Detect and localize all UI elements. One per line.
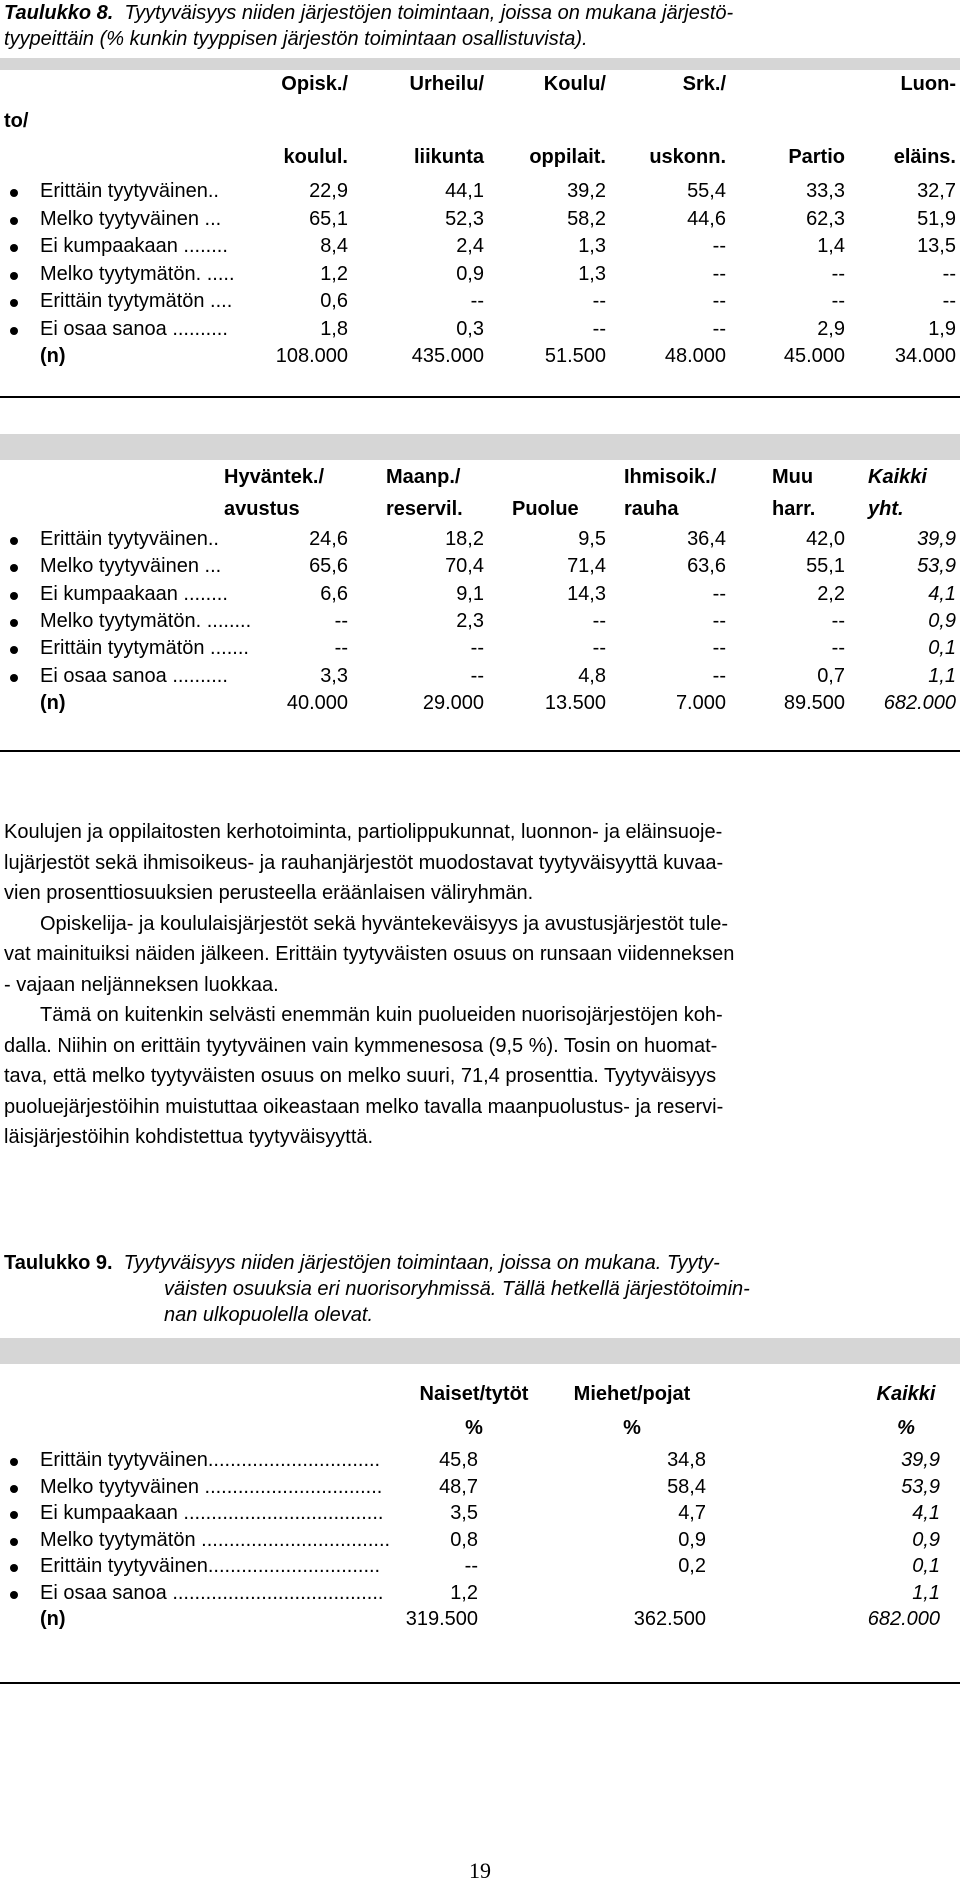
t8-p1-cell: 8,4 <box>320 235 348 257</box>
t8-p1-cell: 32,7 <box>917 180 956 202</box>
t8-p2-cell: 0,1 <box>928 637 956 660</box>
t9-cell: 1,1 <box>912 1581 940 1604</box>
t8-p1-cell: 2,9 <box>817 317 845 340</box>
t8-p2-cell: 14,3 <box>567 582 606 605</box>
t9-col-header-unit: % <box>465 1417 483 1439</box>
t8-p2-col-header: yht. <box>868 498 904 520</box>
t9-n-cell: 319.500 <box>405 1608 478 1630</box>
t8-p2-col-header: harr. <box>772 498 816 520</box>
t8-p1-cell: -- <box>942 290 956 312</box>
t8-p1-n-cell: 51.500 <box>544 345 606 367</box>
t9-col-header: Miehet/pojat <box>573 1383 691 1405</box>
t8-p1-col-header: uskonn. <box>649 146 726 168</box>
t8-p1-cell: 1,2 <box>320 262 348 285</box>
bullet-icon <box>10 217 18 225</box>
t8-p1-row-label: Melko tyytymätön. ..... <box>40 262 235 285</box>
t8-p1-col-header: liikunta <box>413 146 484 168</box>
t9-col-header-unit: % <box>897 1417 915 1439</box>
t8-p1-to-label: to/ <box>4 110 29 132</box>
body-p1-line: Koulujen ja oppilaitosten kerhotoiminta, partiolippukunnat, luonnon- ja eläinsuoje- <box>4 821 723 843</box>
t8-p2-cell: 4,1 <box>928 582 956 605</box>
bullet-icon <box>10 272 18 280</box>
t8-p2-row-label: Melko tyytyväinen ... <box>40 555 222 578</box>
t8-p1-cell: -- <box>470 290 484 312</box>
t8-p1-col-header: Koulu/ <box>543 73 606 95</box>
t9-cell: 58,4 <box>667 1475 706 1498</box>
t8-p2-col-header: avustus <box>224 498 300 520</box>
t8-p1-col-header: Srk./ <box>682 73 726 95</box>
body-p3-line: puoluejärjestöihin muistuttaa oikeastaan melko tavalla maanpuolustus- ja reservi- <box>4 1095 724 1118</box>
bullet-icon <box>10 646 18 654</box>
t8-p2-cell: -- <box>831 637 845 660</box>
body-p3-line: läisjärjestöihin kohdistettua tyytyväisyyttä. <box>4 1126 374 1148</box>
body-p2-line: vat mainituiksi näiden jälkeen. Erittäin tyytyväisten osuus on runsaan viidenneksen <box>4 943 735 965</box>
t8-p2-cell: 4,8 <box>578 664 606 687</box>
t8-p2-cell: -- <box>334 609 348 632</box>
t8-p1-cell: -- <box>831 262 845 285</box>
t8-p2-n-cell: 29.000 <box>422 691 484 714</box>
bullet-icon <box>10 327 18 335</box>
t8-p2-row-label: Erittäin tyytymätön ....... <box>40 637 249 660</box>
t8-p2-cell: 65,6 <box>309 555 348 578</box>
t8-p1-cell: 0,9 <box>456 262 484 285</box>
t9-cell: -- <box>464 1555 478 1577</box>
t9-n-cell: 362.500 <box>633 1608 706 1630</box>
t8-p2-cell: 3,3 <box>320 664 348 687</box>
t8-p2-cell: 55,1 <box>806 555 845 578</box>
t8-p1-n-cell: 108.000 <box>275 345 348 367</box>
t9-row-label: Ei kumpaakaan .................................... <box>40 1502 384 1524</box>
t8-p2-n-cell: 40.000 <box>286 691 348 714</box>
t8-p1-cell: 0,3 <box>456 317 484 340</box>
t9-cell: 39,9 <box>901 1449 940 1471</box>
t8-p2-cell: 63,6 <box>687 555 726 578</box>
t8-p1-cell: 55,4 <box>687 180 726 202</box>
t8-p1-row-label: Melko tyytyväinen ... <box>40 207 222 230</box>
t8-p2-col-header: Muu <box>772 466 814 488</box>
t9-row-label: Ei osaa sanoa ...................................... <box>40 1581 384 1604</box>
t9-title-line3: nan ulkopuolella olevat. <box>164 1304 374 1326</box>
t8-p1-cell: -- <box>712 235 726 257</box>
t8-p2-cell: 18,2 <box>445 528 484 550</box>
t8-p2-cell: 39,9 <box>917 528 956 550</box>
t8-p2-n-cell: 7.000 <box>675 691 726 714</box>
t8-p2-cell: 71,4 <box>567 555 606 578</box>
t8-p2-row-label: Melko tyytymätön. ........ <box>40 609 252 632</box>
bullet-icon <box>10 1511 18 1519</box>
t8-p1-row-label: Erittäin tyytyväinen.. <box>40 180 219 202</box>
t8-p1-cell: 1,9 <box>928 317 956 340</box>
t8-p2-cell: 70,4 <box>445 555 484 578</box>
t9-title-number: Taulukko 9. <box>4 1252 113 1274</box>
t9-cell: 0,1 <box>912 1555 940 1577</box>
t8-p2-col-header: rauha <box>624 498 679 520</box>
t9-cell: 45,8 <box>439 1449 478 1471</box>
t8-p2-cell: -- <box>712 609 726 632</box>
t8-p1-cell: -- <box>942 262 956 285</box>
t8-p2-n-cell: 89.500 <box>783 691 845 714</box>
t8-p2-row-label: Ei kumpaakaan ........ <box>40 582 228 605</box>
t8-p2-row-label: Erittäin tyytyväinen.. <box>40 528 219 550</box>
t8-p2-cell: 42,0 <box>806 528 845 550</box>
t8-p1-cell: 1,3 <box>578 235 606 257</box>
t8-p2-cell: -- <box>712 637 726 660</box>
body-p2-line: Opiskelija- ja koululaisjärjestöt sekä hyväntekeväisyys ja avustusjärjestöt tule- <box>40 912 729 935</box>
bullet-icon <box>10 1591 18 1599</box>
t9-col-header-unit: % <box>623 1417 641 1439</box>
body-p1-line: vien prosenttiosuuksien perusteella eräänlaisen väliryhmän. <box>4 882 534 904</box>
bullet-icon <box>10 592 18 600</box>
bullet-icon <box>10 189 18 197</box>
t9-cell: 4,7 <box>678 1502 706 1524</box>
t9-cell: 0,9 <box>678 1528 706 1551</box>
t8-p2-cell: 2,2 <box>817 582 845 605</box>
t8-p2-cell: 0,9 <box>928 609 956 632</box>
t8-p1-cell: 58,2 <box>567 207 606 230</box>
t8-p2-col-header: Puolue <box>512 498 579 520</box>
t8-p2-cell: -- <box>592 637 606 660</box>
t8-p1-cell: -- <box>712 290 726 312</box>
body-p1-line: lujärjestöt sekä ihmisoikeus- ja rauhanjärjestöt muodostavat tyytyväisyyttä kuvaa- <box>4 851 724 874</box>
t8-p2-cell: -- <box>712 664 726 687</box>
t8-p2-col-header: reservil. <box>386 498 463 520</box>
t8-p1-col-header: koulul. <box>283 146 348 168</box>
t8-title-line2: tyypeittäin (% kunkin tyyppisen järjestön toimintaan osallistuvista). <box>4 28 588 50</box>
t8-p2-cell: 2,3 <box>456 609 484 632</box>
t8-p2-cell: -- <box>334 637 348 660</box>
t9-row-label: Erittäin tyytyväinen............................... <box>40 1555 381 1577</box>
t8-p1-cell: 39,2 <box>567 180 606 202</box>
t8-p2-col-header: Maanp./ <box>386 466 461 488</box>
t8-p2-cell: 9,5 <box>578 528 606 550</box>
t8-p1-cell: 51,9 <box>917 207 956 230</box>
bullet-icon <box>10 1458 18 1466</box>
t9-cell: 4,1 <box>912 1502 940 1524</box>
bullet-icon <box>10 1485 18 1493</box>
t9-col-header: Kaikki <box>876 1383 936 1405</box>
t8-p1-cell: 1,4 <box>817 235 845 257</box>
t8-panel2-bar <box>0 434 960 460</box>
t8-p1-cell: -- <box>712 262 726 285</box>
bullet-icon <box>10 1538 18 1546</box>
t8-p1-col-header: Partio <box>788 146 845 168</box>
t9-cell: 3,5 <box>450 1502 478 1524</box>
bullet-icon <box>10 674 18 682</box>
body-text <box>4 817 956 1153</box>
t9-n-label: (n) <box>40 1608 66 1630</box>
t8-p1-col-header: eläins. <box>893 146 956 168</box>
t8-p1-cell: -- <box>592 290 606 312</box>
t9-col-header: Naiset/tytöt <box>419 1383 529 1405</box>
t9-row-label: Melko tyytymätön .................................. <box>40 1528 391 1551</box>
t8-title-line1: Tyytyväisyys niiden järjestöjen toimintaan, joissa on mukana järjestö- <box>124 2 734 24</box>
bullet-icon <box>10 1564 18 1572</box>
body-p2-line: - vajaan neljänneksen luokkaa. <box>4 973 279 996</box>
t9-header-bar <box>0 1338 960 1364</box>
t8-p1-cell: 44,1 <box>445 180 484 202</box>
t8-p1-cell: -- <box>592 317 606 340</box>
t8-p1-cell: 65,1 <box>309 207 348 230</box>
t8-header-bar <box>0 58 960 70</box>
t8-p1-n-label: (n) <box>40 345 66 367</box>
t8-p2-row-label: Ei osaa sanoa .......... <box>40 664 228 687</box>
t8-title-number: Taulukko 8. <box>4 2 114 24</box>
t8-p1-cell: 44,6 <box>687 207 726 230</box>
t8-p1-cell: 0,6 <box>320 290 348 312</box>
bullet-icon <box>10 299 18 307</box>
t8-p2-cell: 6,6 <box>320 582 348 605</box>
t8-p1-cell: 52,3 <box>445 207 484 230</box>
t8-p2-cell: -- <box>712 582 726 605</box>
t8-rule-1 <box>0 396 960 398</box>
t8-p2-cell: -- <box>470 664 484 687</box>
t9-n-cell: 682.000 <box>867 1608 940 1630</box>
t8-p1-cell: 22,9 <box>309 180 348 202</box>
page-number: 19 <box>469 1858 491 1883</box>
t8-p1-cell: 1,3 <box>578 262 606 285</box>
t9-title <box>4 1250 750 1328</box>
t8-p1-cell: 1,8 <box>320 317 348 340</box>
t8-p1-cell: 62,3 <box>806 207 845 230</box>
t8-p1-cell: 2,4 <box>456 235 484 257</box>
t8-p2-cell: 24,6 <box>309 528 348 550</box>
body-p3-line: tava, että melko tyytyväisten osuus on melko suuri, 71,4 prosenttia. Tyytyväisyys <box>4 1065 717 1087</box>
t8-p2-cell: 1,1 <box>928 664 956 687</box>
t8-p1-cell: -- <box>712 317 726 340</box>
t8-p2-col-header: Hyväntek./ <box>224 466 325 488</box>
t9-row-label: Erittäin tyytyväinen............................... <box>40 1449 381 1471</box>
t9-title-line2: väisten osuuksia eri nuorisoryhmissä. Tällä hetkellä järjestötoimin- <box>164 1278 750 1300</box>
t8-p2-n-label: (n) <box>40 691 66 714</box>
t8-title <box>4 0 733 52</box>
t9-rule <box>0 1682 960 1684</box>
t8-p1-row-label: Ei osaa sanoa .......... <box>40 317 228 340</box>
t8-p1-cell: 33,3 <box>806 180 845 202</box>
t8-p2-cell: 9,1 <box>456 582 484 605</box>
t8-p1-cell: -- <box>831 290 845 312</box>
t8-p2-cell: -- <box>592 609 606 632</box>
t8-p1-col-header: Opisk./ <box>281 73 348 95</box>
bullet-icon <box>10 619 18 627</box>
t8-p1-n-cell: 45.000 <box>783 345 845 367</box>
t9-cell: 53,9 <box>901 1475 940 1498</box>
t8-p1-cell: 13,5 <box>917 235 956 257</box>
t9-cell: 34,8 <box>667 1449 706 1471</box>
body-p3-line: Tämä on kuitenkin selvästi enemmän kuin puolueiden nuorisojärjestöjen koh- <box>40 1004 723 1026</box>
t8-p1-row-label: Ei kumpaakaan ........ <box>40 235 228 257</box>
t8-p1-col-header: Luon- <box>900 73 956 95</box>
t9-cell: 1,2 <box>450 1581 478 1604</box>
t8-p2-cell: 53,9 <box>917 555 956 578</box>
t9-cell: 0,8 <box>450 1528 478 1551</box>
t8-p2-n-cell: 682.000 <box>883 691 956 714</box>
t8-rule-2 <box>0 750 960 752</box>
t8-p2-cell: -- <box>831 609 845 632</box>
bullet-icon <box>10 537 18 545</box>
t8-p1-n-cell: 34.000 <box>894 345 956 367</box>
t8-p1-col-header: oppilait. <box>529 146 606 168</box>
t8-p2-cell: 36,4 <box>687 528 726 550</box>
t8-p2-col-header: Kaikki <box>868 466 927 488</box>
body-p3-line: dalla. Niihin on erittäin tyytyväinen vain kymmenesosa (9,5 %). Tosin on huomat- <box>4 1034 718 1057</box>
t8-p2-n-cell: 13.500 <box>544 691 606 714</box>
t9-row-label: Melko tyytyväinen ................................ <box>40 1475 383 1498</box>
t9-title-line1: Tyytyväisyys niiden järjestöjen toimintaan, joissa on mukana. Tyyty- <box>123 1252 720 1274</box>
t9-cell: 0,9 <box>912 1528 940 1551</box>
t8-p2-cell: -- <box>470 637 484 660</box>
t8-p1-col-header: Urheilu/ <box>409 73 484 95</box>
t9-cell: 48,7 <box>439 1475 478 1498</box>
bullet-icon <box>10 244 18 252</box>
t8-p1-n-cell: 435.000 <box>411 345 484 367</box>
bullet-icon <box>10 564 18 572</box>
t8-p2-col-header: Ihmisoik./ <box>624 466 717 488</box>
t8-p1-n-cell: 48.000 <box>664 345 726 367</box>
t8-p1-row-label: Erittäin tyytymätön .... <box>40 290 233 312</box>
t8-p2-cell: 0,7 <box>817 664 845 687</box>
t9-cell: 0,2 <box>678 1555 706 1577</box>
